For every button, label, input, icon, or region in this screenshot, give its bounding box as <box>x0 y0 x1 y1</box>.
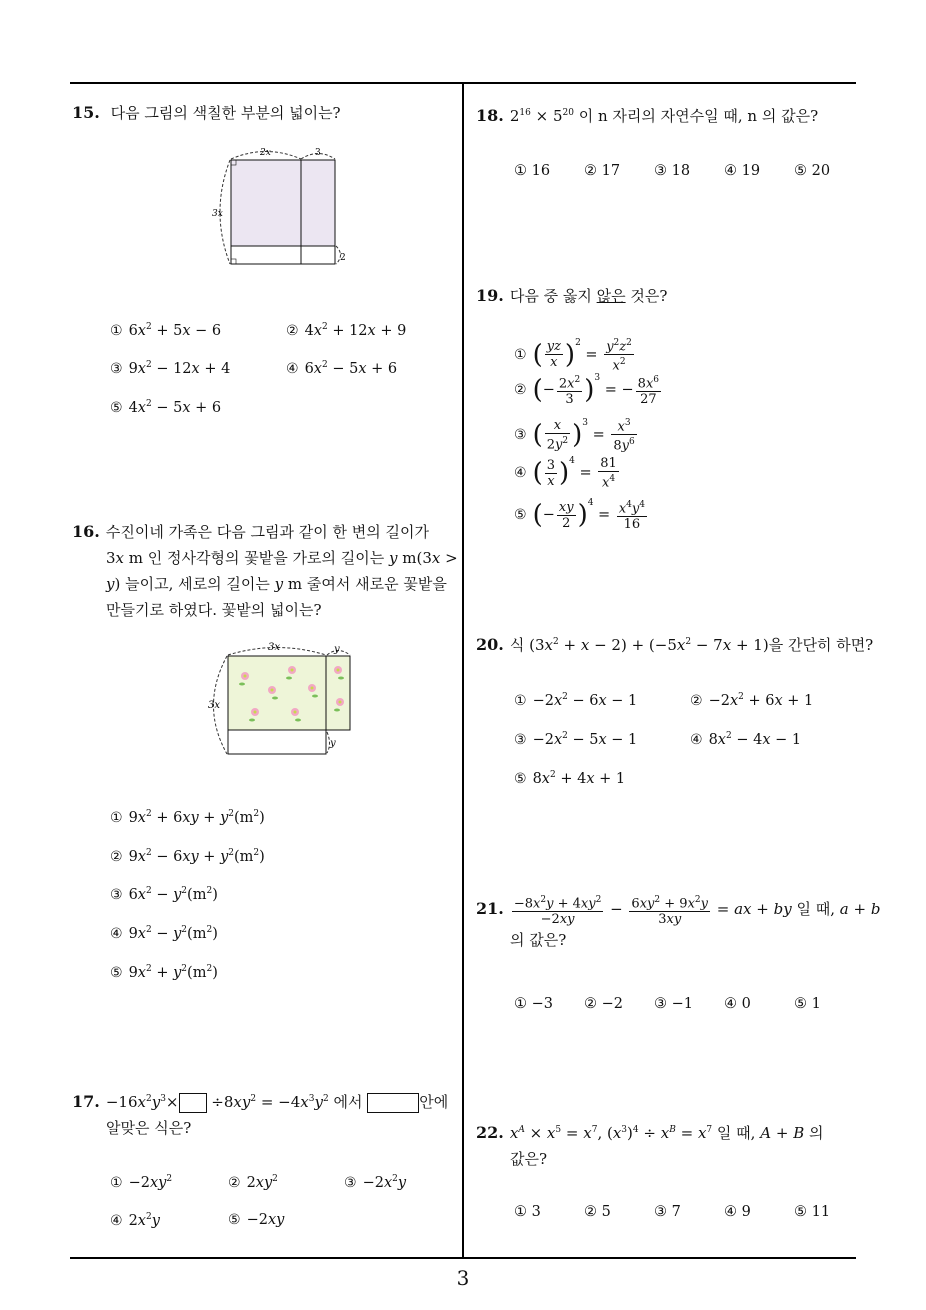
question-text: 값은? <box>510 1150 548 1168</box>
choice-1[interactable]: ① 3 <box>514 1204 541 1220</box>
page-number: 3 <box>456 1266 470 1290</box>
choice-1[interactable]: ① −3 <box>514 996 553 1012</box>
question-text: 의 값은? <box>510 931 567 950</box>
question-text: 늘이고, 세로의 길이는 <box>125 575 270 593</box>
choice-2[interactable]: ② 5 <box>584 1204 611 1220</box>
choice-3[interactable]: ③ ( $\frac{x}{2y^2}$ )$^3$ = $\frac{x^3}{8y^6}$ <box>514 417 635 454</box>
question-text: 일 때, <box>796 900 836 919</box>
question-19 <box>476 283 667 309</box>
choice-5[interactable]: ⑤ 20 <box>794 163 831 179</box>
question-text: 수진이네 가족은 다음 그림과 같이 한 변의 길이가 <box>105 523 430 541</box>
question-text: 다음 중 옳지 <box>509 287 592 305</box>
choice-2[interactable]: ② $2xy^2$ <box>228 1174 278 1191</box>
question-text: 을 간단히 하면? <box>768 636 874 654</box>
choice-3[interactable]: ③ 18 <box>654 163 691 179</box>
question-text: 안에 <box>419 1093 449 1111</box>
question-text: 줄여서 새로운 꽃밭을 <box>306 575 447 593</box>
choice-4[interactable]: ④ 19 <box>724 163 761 179</box>
question-21: 21. $\frac{-8x^2y + 4xy^2}{-2xy}$ − $\frac{6xy^2 + 9x^2y}{3xy}$ = ax + by 일 때, a + b 의 값은? <box>476 893 864 953</box>
choice-1[interactable]: ① $-2xy^2$ <box>110 1174 173 1191</box>
choice-1[interactable]: ① $6x^2 + 5x - 6$ <box>110 322 222 339</box>
question-text: 알맞은 식은? <box>106 1119 192 1137</box>
choice-1[interactable]: ① $9x^2 + 6xy + y^2(m^2)$ <box>110 809 265 826</box>
question-text: 다음 그림의 색칠한 부분의 넓이는? <box>110 104 341 122</box>
question-text: 에서 <box>333 1093 363 1111</box>
question-number: 20. <box>476 635 504 654</box>
question-text-underlined: 않은 <box>596 287 626 305</box>
choice-1[interactable]: ① $-2x^2 - 6x - 1$ <box>514 692 638 709</box>
blank-box <box>367 1093 419 1113</box>
question-text: 일 때, <box>716 1124 756 1142</box>
choice-3[interactable]: ③ $9x^2 - 12x + 4$ <box>110 360 231 377</box>
question-number: 15. <box>72 103 100 122</box>
question-text: 의 <box>809 1124 824 1142</box>
choice-2[interactable]: ② 17 <box>584 163 621 179</box>
question-15 <box>72 100 341 126</box>
choice-4[interactable]: ④ 0 <box>724 996 751 1012</box>
choice-5[interactable]: ⑤ $4x^2 - 5x + 6$ <box>110 399 222 416</box>
dim-top: 3x <box>268 642 281 653</box>
question-22: 22. $x^A \times x^5 = x^7$, $(x^3)^4 \div x^B = x^7$ 일 때, A + B 의 값은? <box>476 1117 864 1172</box>
choice-4[interactable]: ④ $8x^2 - 4x - 1$ <box>690 731 802 748</box>
dim-right-bottom: 2 <box>340 253 346 263</box>
choice-1[interactable]: ① 16 <box>514 163 551 179</box>
choice-5[interactable]: ⑤ $9x^2 + y^2(m^2)$ <box>110 964 218 981</box>
choice-4[interactable]: ④ 9 <box>724 1204 751 1220</box>
question-text: 만들기로 하였다. 꽃밭의 넓이는? <box>106 601 322 619</box>
dim-top-right: y <box>334 644 340 655</box>
question-number: 17. <box>72 1092 100 1111</box>
blank-box <box>179 1093 207 1113</box>
choice-2[interactable]: ② (− $\frac{2x^2}{3}$ )$^3$ = − $\frac{8x^6}{27}$ <box>514 373 660 408</box>
choice-4[interactable]: ④ $9x^2 - y^2(m^2)$ <box>110 925 218 942</box>
choice-5[interactable]: ⑤ −2xy <box>228 1212 285 1228</box>
dim-left: 3x <box>212 209 223 219</box>
question-text: 인 정사각형의 꽃밭을 가로의 길이는 <box>147 549 385 567</box>
question-20: 20. 식 $(3x^2 + x - 2) + (-5x^2 - 7x + 1)$을 간단히 하면? <box>476 635 874 654</box>
choice-5[interactable]: ⑤ $8x^2 + 4x + 1$ <box>514 770 626 787</box>
choice-3[interactable]: ③ $-2x^2 - 5x - 1$ <box>514 731 638 748</box>
question-text: 이 n 자리의 자연수일 때, n 의 값은? <box>578 107 819 125</box>
question-text: 식 <box>509 636 525 654</box>
choice-5[interactable]: ⑤ (− $\frac{xy}{2}$ )$^4$ = $\frac{x^4y^4}{16}$ <box>514 498 645 533</box>
choice-1[interactable]: ① ( $\frac{yz}{x}$ )$^2$ = $\frac{y^2z^2}{x^2}$ <box>514 337 632 374</box>
choice-5[interactable]: ⑤ 11 <box>794 1204 831 1220</box>
question-number: 19. <box>476 286 504 305</box>
column-divider <box>462 83 464 1258</box>
choice-4[interactable]: ④ $2x^2y$ <box>110 1212 160 1229</box>
garden-figure <box>200 636 360 760</box>
question-number: 16. <box>72 522 100 541</box>
dim-left: 3x <box>208 700 221 711</box>
question-number: 22. <box>476 1123 504 1142</box>
dim-right-bottom: y <box>330 738 336 749</box>
choice-2[interactable]: ② $9x^2 - 6xy + y^2(m^2)$ <box>110 848 265 865</box>
choice-4[interactable]: ④ $6x^2 - 5x + 6$ <box>286 360 398 377</box>
question-number: 21. <box>476 899 504 919</box>
choice-2[interactable]: ② $4x^2 + 12x + 9$ <box>286 322 407 339</box>
choice-3[interactable]: ③ $-2x^2y$ <box>344 1174 407 1191</box>
question-text: 것은? <box>630 287 668 305</box>
choice-3[interactable]: ③ 7 <box>654 1204 681 1220</box>
rectangle-figure <box>205 142 355 270</box>
choice-2[interactable]: ② −2 <box>584 996 623 1012</box>
choice-2[interactable]: ② $-2x^2 + 6x + 1$ <box>690 692 814 709</box>
dim-top-right: 3 <box>315 148 321 158</box>
dim-top: 2x <box>260 148 271 158</box>
choice-4[interactable]: ④ ( $\frac{3}{x}$ )$^4$ = $\frac{81}{x^4}$ <box>514 456 617 491</box>
choice-3[interactable]: ③ −1 <box>654 996 693 1012</box>
question-number: 18. <box>476 106 504 125</box>
question-18: 18. $2^{16} \times 5^{20}$ 이 n 자리의 자연수일 때, n 의 값은? <box>476 106 819 125</box>
question-16: 16. 수진이네 가족은 다음 그림과 같이 한 변의 길이가 3x m 인 정사각형의 꽃밭을 가로의 길이는 y m(3x > y) 늘이고, 세로의 길이는 y m 줄여서 새로운 꽃밭을 만들기로 하였다. 꽃밭의 넓이는? <box>72 519 460 623</box>
question-17: 17. $-16x^2y^3\times \div 8xy^2 = -4x^3y^2$ 에서 안에 알맞은 식은? <box>72 1086 460 1141</box>
choice-5[interactable]: ⑤ 1 <box>794 996 821 1012</box>
choice-3[interactable]: ③ $6x^2 - y^2(m^2)$ <box>110 886 218 903</box>
